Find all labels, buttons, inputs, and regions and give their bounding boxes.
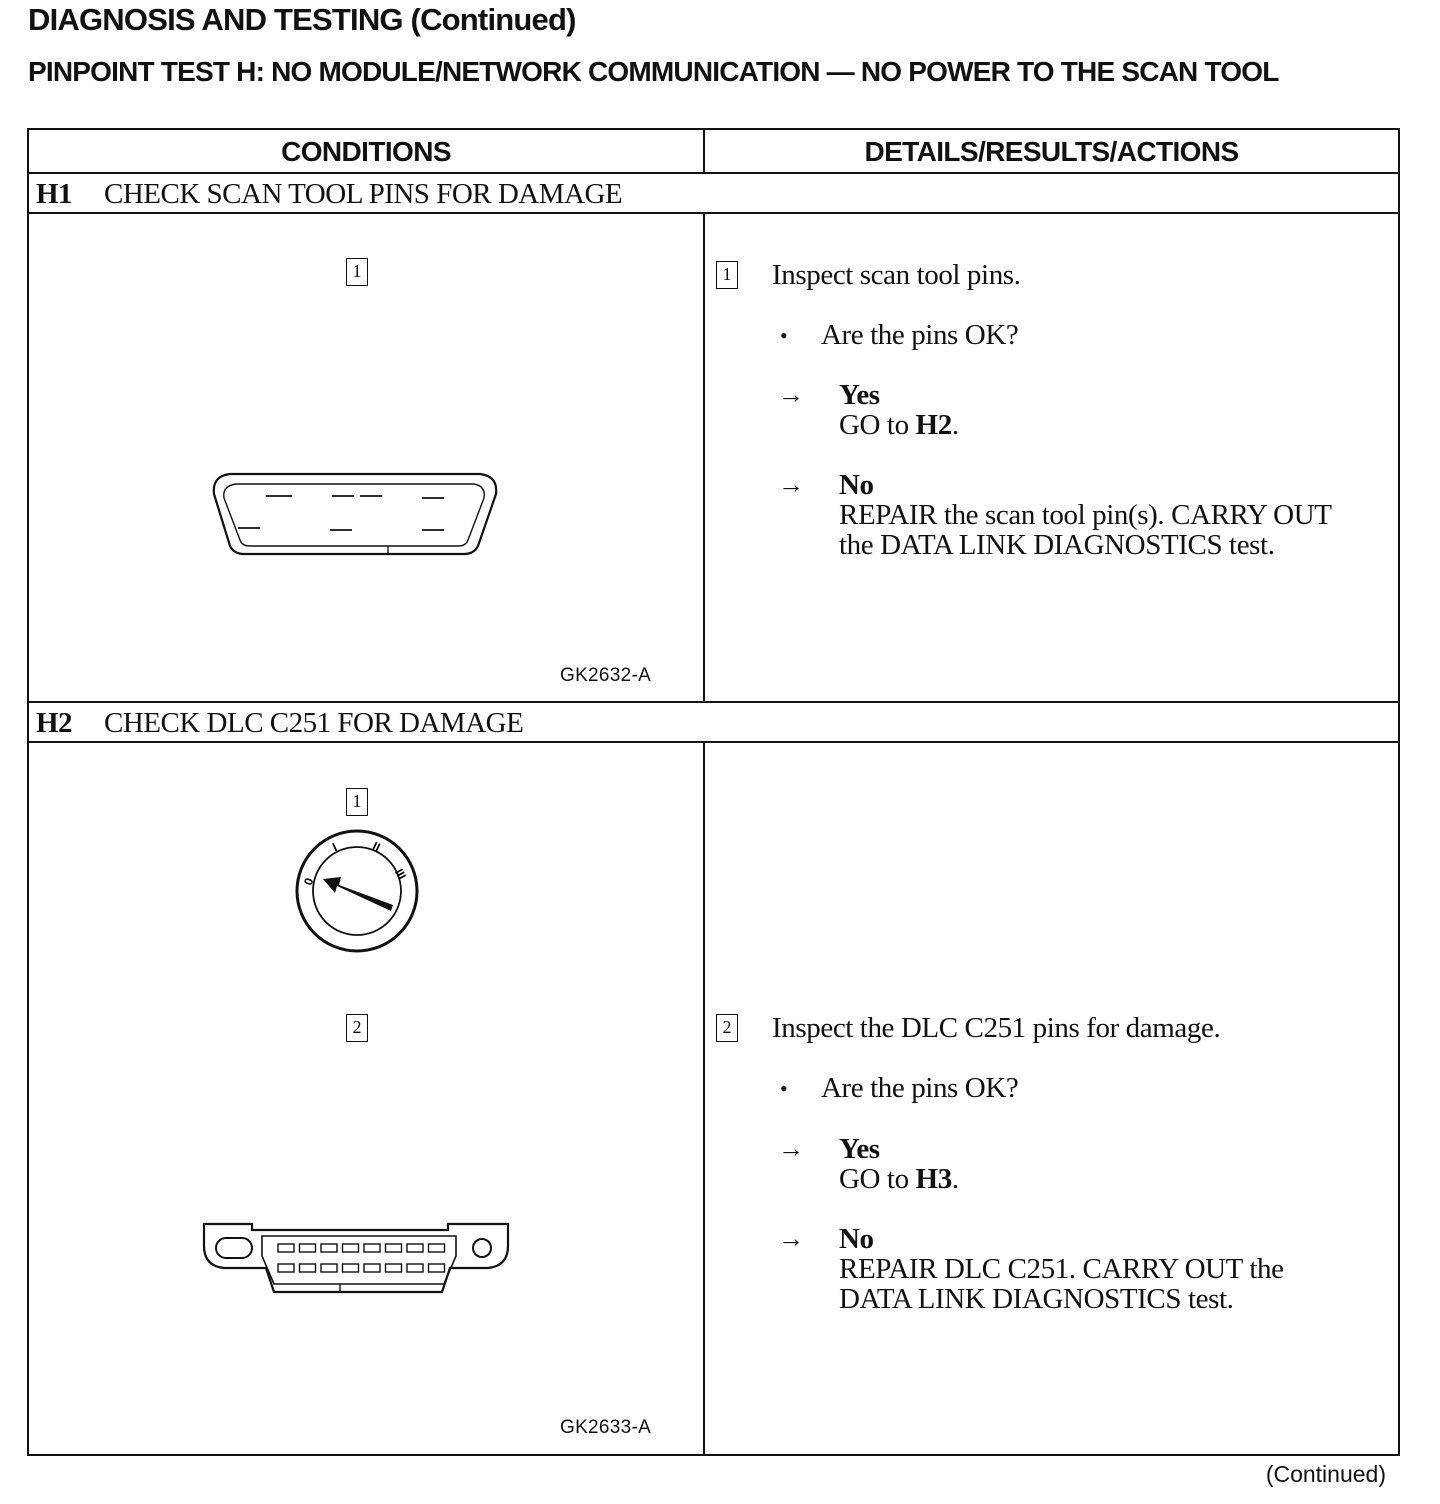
page-title: DIAGNOSIS AND TESTING (Continued) [28, 2, 576, 37]
answer-no-line2: DATA LINK DIAGNOSTICS test. [839, 1283, 1234, 1315]
answer-yes-punct: . [951, 409, 959, 441]
ignition-switch-figure [295, 829, 419, 953]
dlc-pin [278, 1244, 294, 1252]
step-h2-header [36, 703, 523, 743]
figure-step-number: 1 [346, 788, 368, 816]
action-step-number: 1 [716, 261, 738, 289]
answer-yes-text: GO to [839, 409, 916, 441]
answer-yes [839, 380, 959, 440]
arrow-right-icon: → [778, 470, 804, 499]
answer-yes-target: H2 [915, 409, 952, 441]
column-header-details: DETAILS/RESULTS/ACTIONS [864, 136, 1239, 167]
arrow-right-icon: → [778, 1224, 804, 1253]
column-header-conditions: CONDITIONS [281, 136, 451, 167]
answer-yes-label: Yes [839, 1133, 880, 1165]
figure-code: GK2632-A [560, 665, 652, 686]
step-title: CHECK DLC C251 FOR DAMAGE [104, 707, 524, 739]
answer-yes-target: H3 [915, 1163, 952, 1195]
dlc-pin [386, 1244, 402, 1252]
dlc-pin [300, 1244, 316, 1252]
arrow-right-icon: → [778, 380, 804, 409]
continued-note: (Continued) [1265, 1461, 1386, 1487]
action-text: Inspect scan tool pins. [772, 259, 1021, 291]
dlc-pin [429, 1244, 445, 1252]
dlc-pin [386, 1264, 402, 1272]
dlc-pin [343, 1264, 359, 1272]
dlc-pin [407, 1244, 423, 1252]
dlc-pin [343, 1244, 359, 1252]
answer-no-line2: the DATA LINK DIAGNOSTICS test. [839, 529, 1275, 561]
answer-yes-punct: . [951, 1163, 959, 1195]
bullet-icon: • [780, 323, 788, 348]
answer-no-label: No [839, 1223, 874, 1255]
figure-step-number: 1 [346, 258, 368, 286]
answer-no [839, 470, 1332, 560]
switch-label-2: II [370, 838, 383, 855]
dlc-pin [300, 1264, 316, 1272]
answer-no-line1: REPAIR DLC C251. CARRY OUT the [839, 1253, 1284, 1285]
dlc-pin [364, 1244, 380, 1252]
answer-no [839, 1224, 1284, 1314]
step-code: H1 [36, 178, 73, 210]
answer-yes-text: GO to [839, 1163, 916, 1195]
switch-label-3: III [392, 866, 410, 882]
switch-label-1: I [330, 840, 340, 855]
figure-code: GK2633-A [560, 1417, 652, 1438]
dlc-pin [364, 1264, 380, 1272]
question-text: Are the pins OK? [821, 1072, 1019, 1104]
dlc-pin [278, 1264, 294, 1272]
action-text: Inspect the DLC C251 pins for damage. [772, 1012, 1221, 1044]
dlc-pin [321, 1244, 337, 1252]
answer-no-line1: REPAIR the scan tool pin(s). CARRY OUT [839, 499, 1332, 531]
figure-step-number: 2 [346, 1014, 368, 1042]
scan-tool-connector-figure [200, 462, 510, 562]
bullet-icon: • [780, 1076, 788, 1101]
dlc-connector-figure [200, 1218, 514, 1300]
step-h1-header [36, 174, 622, 214]
step-code: H2 [36, 707, 73, 739]
dlc-pin [407, 1264, 423, 1272]
dlc-pin [321, 1264, 337, 1272]
answer-yes-label: Yes [839, 379, 880, 411]
action-step-number: 2 [716, 1014, 738, 1042]
answer-yes [839, 1134, 959, 1194]
switch-label-0: 0 [301, 876, 317, 888]
dlc-pin [429, 1264, 445, 1272]
step-title: CHECK SCAN TOOL PINS FOR DAMAGE [104, 178, 623, 210]
pinpoint-test-title: PINPOINT TEST H: NO MODULE/NETWORK COMMUNICATION — NO POWER TO THE SCAN TOOL [28, 56, 1279, 87]
arrow-right-icon: → [778, 1134, 804, 1163]
question-text: Are the pins OK? [821, 319, 1019, 351]
answer-no-label: No [839, 469, 874, 501]
